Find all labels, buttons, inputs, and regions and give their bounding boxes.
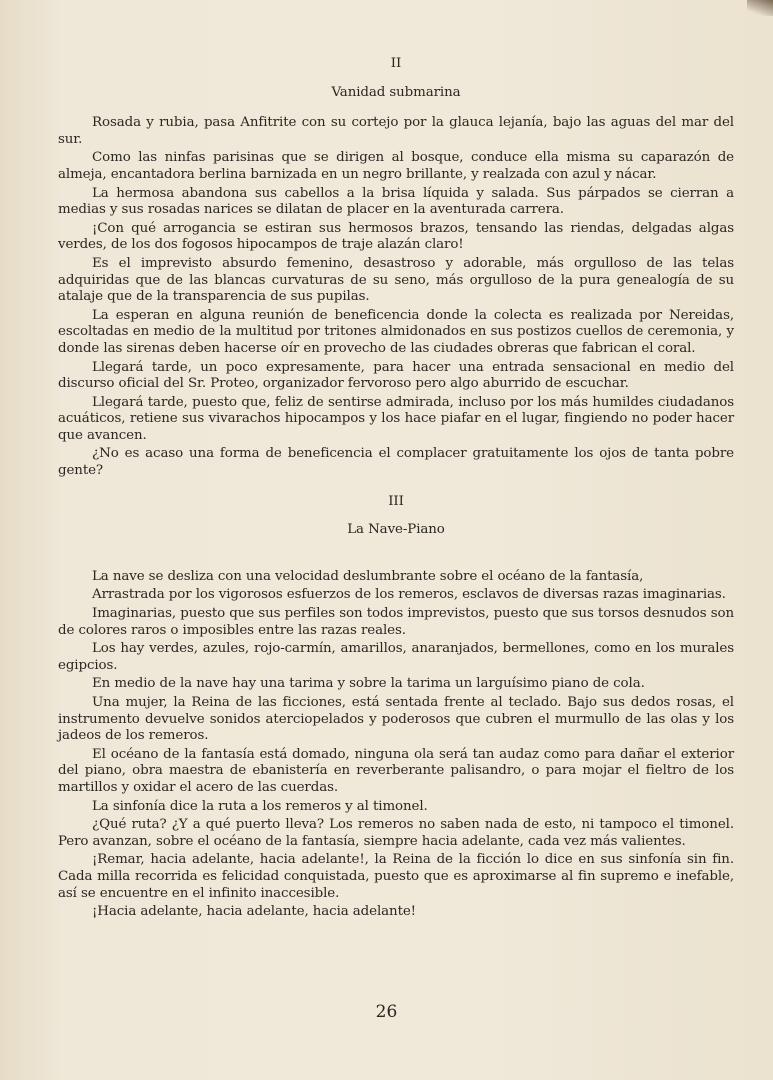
section-2-title: Vanidad submarina [331, 84, 461, 100]
paragraph: El océano de la fantasía está domado, ninguna ola será tan audaz como para dañar el exterior del piano, obra maestra de ebanistería en reverberante palisandro, o para mojar el fieltro de los martillos y oxidar el acero de las cuerdas. [58, 746, 734, 795]
paragraph: Los hay verdes, azules, rojo-carmín, amarillos, anaranjados, bermellones, como en los murales egipcios. [58, 641, 734, 673]
page-content [58, 56, 734, 923]
section-3-title: La Nave-Piano [347, 522, 445, 538]
page-number: 26 [375, 1002, 398, 1022]
paragraph: Imaginarias, puesto que sus perfiles son todos imprevistos, puesto que sus torsos desnudos son de colores raros o imposibles entre las razas reales. [58, 606, 734, 638]
paragraph: Arrastrada por los vigorosos esfuerzos de los remeros, esclavos de diversas razas imaginarias. [92, 587, 726, 603]
paragraph: En medio de la nave hay una tarima y sobre la tarima un larguísimo piano de cola. [92, 676, 645, 692]
paragraph: La nave se desliza con una velocidad deslumbrante sobre el océano de la fantasía, [92, 568, 644, 584]
section-2-number: II [390, 56, 402, 71]
paragraph: Es el imprevisto absurdo femenino, desastroso y adorable, más orgulloso de las telas adquiridas que de las blancas curvaturas de su seno, más orgulloso de la pura genealogía de su atalaje que de la transparencia de sus pupilas. [58, 255, 734, 305]
paragraph: Rosada y rubia, pasa Anfitrite con su cortejo por la glauca lejanía, bajo las aguas del mar del sur. [58, 115, 734, 147]
paragraph: Una mujer, la Reina de las ficciones, está sentada frente al teclado. Bajo sus dedos rosas, el instrumento devuelve sonidos aterciopelados y poderosos que cubren el murmullo de las olas y los jadeos de los remeros. [58, 695, 734, 744]
section-3-number: III [388, 493, 404, 509]
paragraph: ¿Qué ruta? ¿Y a qué puerto lleva? Los remeros no saben nada de esto, ni tampoco el timonel. Pero avanzan, sobre el océano de la fantasía, siempre hacia adelante, cada vez más valientes. [58, 817, 734, 849]
section-3-body [58, 569, 734, 921]
paragraph: ¿No es acaso una forma de beneficencia el complacer gratuitamente los ojos de tanta pobre gente? [58, 446, 734, 479]
paragraph: Como las ninfas parisinas que se dirigen al bosque, conduce ella misma su caparazón de almeja, encantadora berlina barnizada en un negro brillante, y realzada con azul y nácar. [58, 150, 734, 182]
paragraph: La esperan en alguna reunión de beneficencia donde la colecta es realizada por Nereidas, escoltadas en medio de la multitud por tritones almidonados en sus postizos cuellos de ceremonia, y donde las sirenas deben hacerse oír en provecho de las ciudades obreras que fabrican el coral. [58, 307, 734, 356]
paragraph: La sinfonía dice la ruta a los remeros y al timonel. [92, 798, 428, 814]
paragraph: Llegará tarde, puesto que, feliz de sentirse admirada, incluso por los más humildes ciudadanos acuáticos, retiene sus vivarachos hipocampos y los hace piafar en el lugar, fingiendo no poder hacer que avancen. [58, 394, 734, 443]
paragraph: ¡Hacia adelante, hacia adelante, hacia adelante! [92, 904, 416, 920]
page-corner-shadow [747, 0, 773, 16]
paragraph: ¡Con qué arrogancia se estiran sus hermosos brazos, tensando las riendas, delgadas algas verdes, de los dos fogosos hipocampos de traje alazán claro! [58, 220, 734, 253]
paragraph: ¡Remar, hacia adelante, hacia adelante!, la Reina de la ficción lo dice en sus sinfonía sin fin. Cada milla recorrida es felicidad conquistada, puesto que es aproximarse al fin supremo e inefable, así se encuentre en el infinito inaccesible. [58, 852, 734, 901]
paragraph: Llegará tarde, un poco expresamente, para hacer una entrada sensacional en medio del discurso oficial del Sr. Proteo, organizador fervoroso pero algo aburrido de escuchar. [58, 359, 734, 392]
paragraph: La hermosa abandona sus cabellos a la brisa líquida y salada. Sus párpados se cierran a medias y sus rosadas narices se dilatan de placer en la aventurada carrera. [58, 185, 734, 218]
section-2-body [58, 115, 734, 479]
